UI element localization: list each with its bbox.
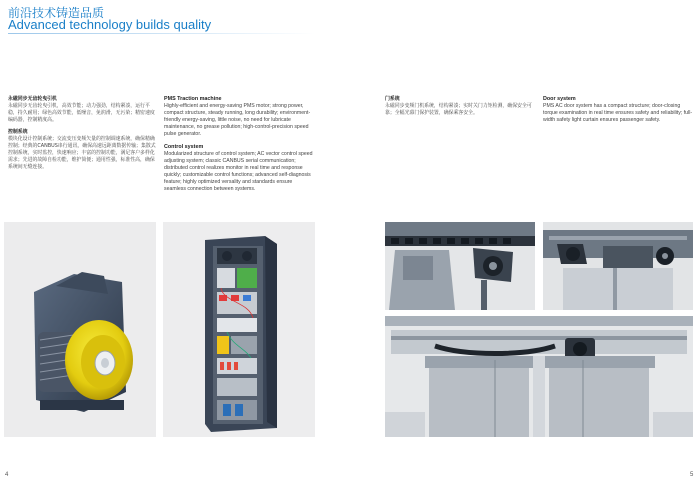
door-body: PMS AC door system has a compact structure; door-closing torque examination in real time ensures safety and reliability; full-width safety light curtain ensures passenger safety.: [543, 103, 693, 124]
column-door-en: [543, 96, 693, 129]
door-operator-photo-left: [385, 222, 535, 310]
traction-machine-photo: [4, 222, 156, 437]
control-heading-cn: 控制系统: [8, 129, 28, 135]
page-title-cn: 前沿技术铸造品质: [8, 6, 105, 20]
control-body: Modularized structure of control system; AC vector control speed adjusting system; classic CANBUS serial communication; distributed control realizes monitor in real time and response quickly; customizable control functions; advanced self-diagnosis feature; highly optimized versality and standards ensure seamless connection between systems.: [164, 150, 313, 193]
page-number-left: 4: [5, 472, 9, 478]
column-door-cn: [385, 96, 535, 122]
door-body-cn: 永磁同步变频门机系统，结构紧凑；实时关门力矩检测，确保安全可靠；全幅光幕门保护装置，确保乘客安全。: [385, 103, 532, 116]
control-cabinet-photo: [163, 222, 315, 437]
door-operator-photo-right: [543, 222, 693, 310]
column-traction-control-en: [164, 96, 314, 198]
title-divider: [8, 33, 315, 34]
column-traction-control-cn: [8, 96, 158, 176]
traction-heading-cn: 永磁同步无齿轮曳引机: [8, 96, 57, 102]
door-heading-cn: 门系统: [385, 96, 400, 102]
traction-heading: PMS Traction machine: [164, 96, 222, 102]
page-title-en: Advanced technology builds quality: [8, 17, 212, 32]
door-mechanism-photo: [385, 316, 693, 437]
traction-body-cn: 永磁同步无齿轮曳引机，高效节能；动力强劲，结构紧凑，运行平稳，持久耐用；绿色高效节能，低噪音，免润滑，无污染；精密速度编码器，控制精度高。: [8, 103, 155, 123]
control-heading: Control system: [164, 143, 204, 150]
door-heading: Door system: [543, 96, 576, 102]
page-number-right: 5: [690, 472, 694, 478]
control-body-cn: 模块化设计控制系统；交流变压变频矢量的控制调速系统，确保精确控制；经典的CANBUS串行通讯，确保高速远距离数据传输；集散式控制系统，实时监控，快速响应；丰富的控制功能，满足客户多样化需求；先进的故障自检功能，维护简便；通用性强，标准性高，确保系统间无缝连接。: [8, 136, 156, 170]
traction-body: Highly-efficient and energy-saving PMS motor; strong power, compact structure, steady running, long durability; environment-friendly energy-saving, little noise, no need for lubricate maintenance, no grease pollution; high-control-precision speed pulse generator.: [164, 103, 311, 138]
